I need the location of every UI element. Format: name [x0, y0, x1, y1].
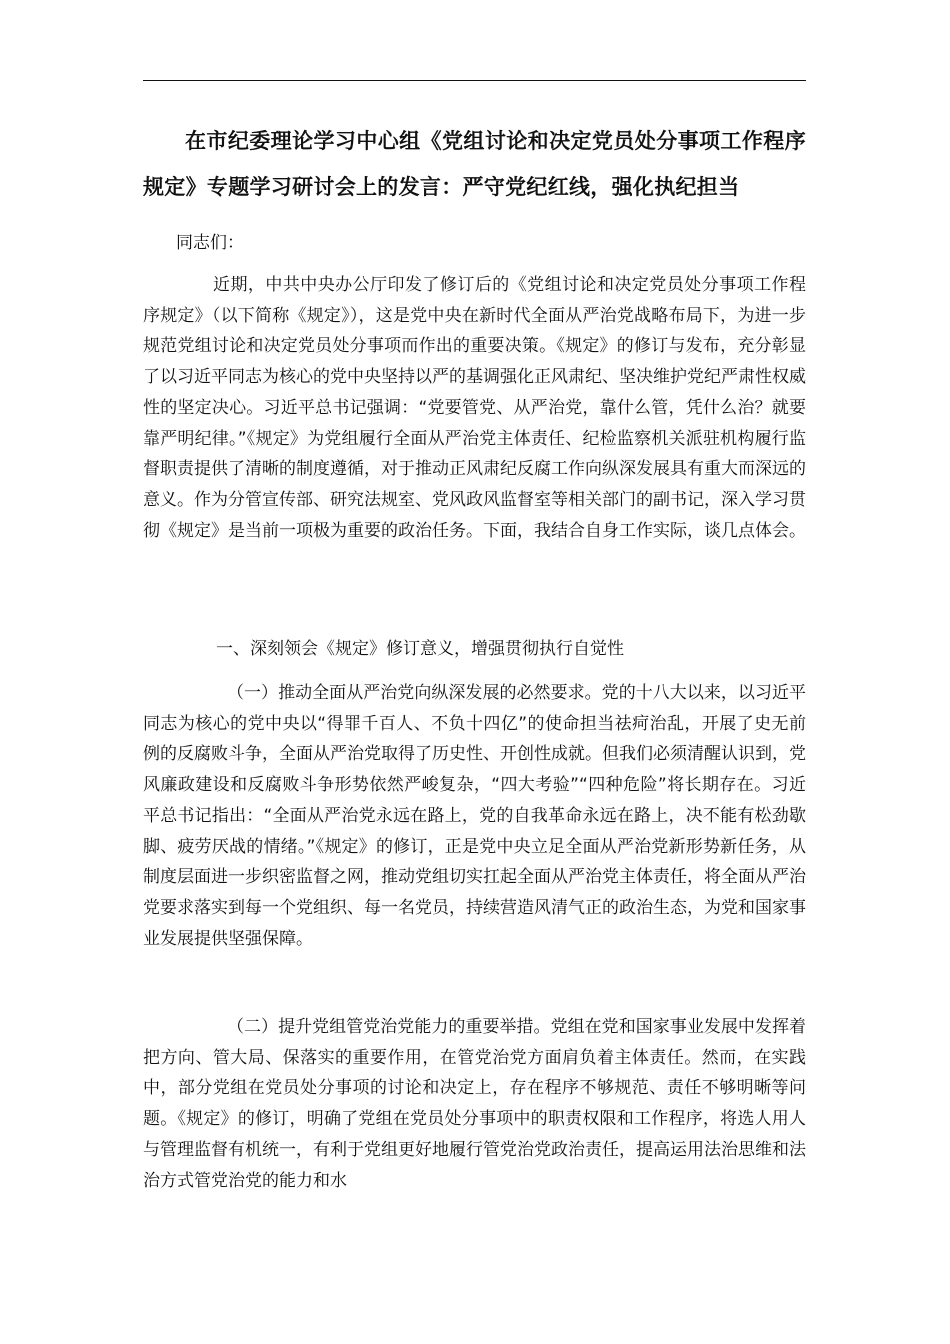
subsection-paragraph-1: （一）推动全面从严治党向纵深发展的必然要求。党的十八大以来，以习近平同志为核心的党中央以“得罪千百人、不负十四亿”的使命担当祛疴治乱，开展了史无前例的反腐败斗争，全面从严治党取得了历史性、开创性成就。但我们必须清醒认识到，党风廉政建设和反腐败斗争形势依然严峻复杂，“四大考验”“四种危险”将长期存在。习近平总书记指出：“全面从严治党永远在路上，党的自我革命永远在路上，决不能有松劲歇脚、疲劳厌战的情绪。”《规定》的修订，正是党中央立足全面从严治党新形势新任务，从制度层面进一步织密监督之网，推动党组切实扛起全面从严治党主体责任，将全面从严治党要求落实到每一个党组织、每一名党员，持续营造风清气正的政治生态，为党和国家事业发展提供坚强保障。 — [143, 683, 806, 949]
subsection-paragraph-2: （二）提升党组管党治党能力的重要举措。党组在党和国家事业发展中发挥着把方向、管大局、保落实的重要作用，在管党治党方面肩负着主体责任。然而，在实践中，部分党组在党员处分事项的讨论和决定上，存在程序不够规范、责任不够明晰等问题。《规定》的修订，明确了党组在党员处分事项中的职责权限和工作程序，将选人用人与管理监督有机统一，有利于党组更好地履行管党治党政治责任，提高运用法治思维和法治方式管党治党的能力和水 — [143, 1017, 806, 1191]
document-title: 在市纪委理论学习中心组《党组讨论和决定党员处分事项工作程序规定》专题学习研讨会上的发言：严守党纪红线，强化执纪担当 — [143, 129, 806, 199]
header-rule — [143, 80, 806, 81]
intro-paragraph: 近期，中共中央办公厅印发了修订后的《党组讨论和决定党员处分事项工作程序规定》（以下简称《规定》），这是党中央在新时代全面从严治党战略布局下，为进一步规范党组讨论和决定党员处分事项而作出的重要决策。《规定》的修订与发布，充分彰显了以习近平同志为核心的党中央坚持以严的基调强化正风肃纪、坚决维护党纪严肃性权威性的坚定决心。习近平总书记强调：“党要管党、从严治党，靠什么管，凭什么治？就要靠严明纪律。”《规定》为党组履行全面从严治党主体责任、纪检监察机关派驻机构履行监督职责提供了清晰的制度遵循，对于推动正风肃纪反腐工作向纵深发展具有重大而深远的意义。作为分管宣传部、研究法规室、党风政风监督室等相关部门的副书记，深入学习贯彻《规定》是当前一项极为重要的政治任务。下面，我结合自身工作实际，谈几点体会。 — [143, 275, 806, 541]
section-heading: 一、深刻领会《规定》修订意义，增强贯彻执行自觉性 — [216, 639, 624, 659]
salutation: 同志们： — [176, 233, 244, 253]
